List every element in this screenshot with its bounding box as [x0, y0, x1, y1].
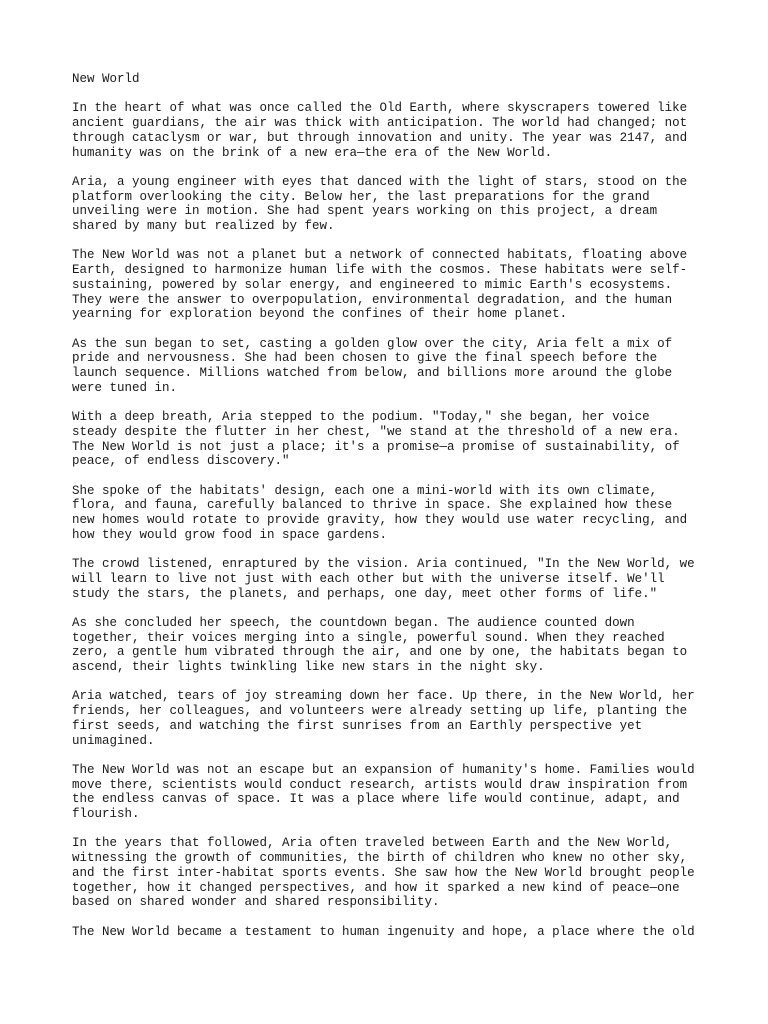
text-line: Aria, a young engineer with eyes that danced with the light of stars, stood on the [72, 174, 688, 189]
text-line: zero, a gentle hum vibrated through the air, and one by one, the habitats began to [72, 645, 688, 660]
text-line: together, their voices merging into a single, powerful sound. When they reached [72, 630, 665, 645]
document-page [72, 72, 702, 954]
document-body [72, 101, 702, 939]
text-line: The crowd listened, enraptured by the vision. Aria continued, "In the New World, we [72, 557, 695, 572]
text-line: were tuned in. [72, 380, 178, 395]
paragraph [72, 410, 702, 469]
text-line: They were the answer to overpopulation, environmental degradation, and the human [72, 292, 673, 307]
paragraph [72, 689, 702, 748]
text-line: and the first inter-habitat sports events. She saw how the New World brought people [72, 865, 695, 880]
paragraph [72, 763, 702, 822]
paragraph [72, 337, 702, 396]
text-line: In the heart of what was once called the Old Earth, where skyscrapers towered like [72, 101, 688, 116]
text-line: launch sequence. Millions watched from below, and billions more around the globe [72, 366, 673, 380]
paragraph [72, 484, 702, 543]
paragraph [72, 616, 702, 675]
text-line: through cataclysm or war, but through innovation and unity. The year was 2147, and [72, 130, 688, 145]
text-line: will learn to live not just with each other but with the universe itself. We'll [72, 571, 665, 586]
text-line: In the years that followed, Aria often traveled between Earth and the New World, [72, 836, 673, 851]
text-line: Earth, designed to harmonize human life with the cosmos. These habitats were self- [72, 263, 688, 278]
text-line: platform overlooking the city. Below her, the last preparations for the grand [72, 189, 650, 204]
text-line: how they would grow food in space gardens. [72, 527, 388, 542]
text-line: first seeds, and watching the first sunrises from an Earthly perspective yet [72, 718, 643, 733]
text-line: ascend, their lights twinkling like new stars in the night sky. [72, 660, 545, 674]
text-line: The New World was not an escape but an expansion of humanity's home. Families would [72, 762, 695, 777]
paragraph [72, 175, 702, 234]
text-line: friends, her colleagues, and volunteers were already setting up life, planting the [72, 704, 688, 719]
text-line: witnessing the growth of communities, the birth of children who knew no other sky, [72, 851, 688, 866]
text-line: unimagined. [72, 733, 155, 748]
text-line: Aria watched, tears of joy streaming down her face. Up there, in the New World, her [72, 689, 695, 704]
text-line: peace, of endless discovery." [72, 454, 290, 469]
text-line: new homes would rotate to provide gravity, how they would use water recycling, and [72, 513, 688, 527]
text-line: humanity was on the brink of a new era—the era of the New World. [72, 145, 553, 160]
text-line: yearning for exploration beyond the confines of their home planet. [72, 307, 568, 322]
text-line: The New World was not a planet but a network of connected habitats, floating above [72, 248, 688, 263]
text-line: steady despite the flutter in her chest, "we stand at the threshold of a new era. [72, 424, 680, 439]
text-line: shared by many but realized by few. [72, 219, 335, 233]
text-line: flora, and fauna, carefully balanced to thrive in space. She explained how these [72, 498, 673, 513]
paragraph [72, 248, 702, 322]
text-line: together, how it changed perspectives, and how it sparked a new kind of peace—one [72, 880, 680, 895]
text-line: based on shared wonder and shared responsibility. [72, 895, 440, 910]
text-line: the endless canvas of space. It was a place where life would continue, adapt, and [72, 792, 680, 807]
text-line: As she concluded her speech, the countdown began. The audience counted down [72, 615, 635, 630]
text-line: study the stars, the planets, and perhaps, one day, meet other forms of life." [72, 586, 658, 601]
paragraph [72, 925, 702, 940]
text-line: ancient guardians, the air was thick with anticipation. The world had changed; not [72, 116, 688, 131]
text-line: pride and nervousness. She had been chosen to give the final speech before the [72, 351, 658, 366]
text-line: As the sun began to set, casting a golden glow over the city, Aria felt a mix of [72, 336, 673, 351]
paragraph [72, 557, 702, 601]
paragraph [72, 101, 702, 160]
text-line: She spoke of the habitats' design, each one a mini-world with its own climate, [72, 483, 658, 498]
text-line: The New World became a testament to human ingenuity and hope, a place where the old [72, 924, 695, 939]
text-line: flourish. [72, 807, 140, 821]
text-line: With a deep breath, Aria stepped to the podium. "Today," she began, her voice [72, 410, 650, 425]
text-line: sustaining, powered by solar energy, and engineered to mimic Earth's ecosystems. [72, 277, 673, 292]
document-title: New World [72, 72, 140, 86]
text-line: The New World is not just a place; it's a promise—a promise of sustainability, of [72, 439, 680, 454]
text-line: move there, scientists would conduct research, artists would draw inspiration from [72, 777, 688, 792]
text-line: unveiling were in motion. She had spent years working on this project, a dream [72, 204, 658, 219]
paragraph [72, 836, 702, 910]
